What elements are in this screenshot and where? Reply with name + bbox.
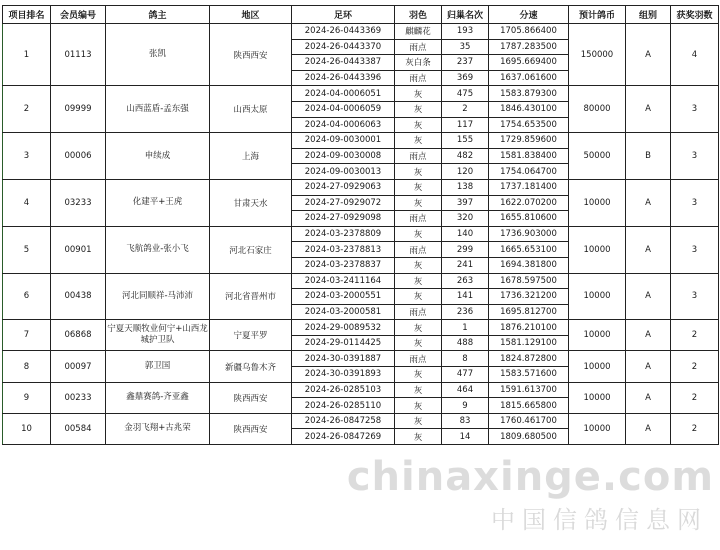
ring-cell: 2024-03-2378813 [292, 242, 395, 258]
rank-cell: 2 [3, 86, 51, 133]
group-cell: A [626, 24, 671, 86]
table-row [3, 86, 719, 102]
group-cell: A [626, 86, 671, 133]
member-id-cell: 09999 [51, 86, 106, 133]
rank-cell: 8 [3, 351, 51, 382]
column-header: 项目排名 [3, 6, 51, 24]
region-cell: 河北石家庄 [210, 226, 292, 273]
feather-color-cell: 灰 [395, 179, 442, 195]
owner-cell: 申续成 [106, 133, 210, 180]
feather-color-cell: 雨点 [395, 211, 442, 227]
speed-cell: 1665.653100 [489, 242, 569, 258]
table-row [3, 273, 719, 289]
return-place-cell: 237 [442, 55, 489, 71]
group-cell: B [626, 133, 671, 180]
award-count-cell: 3 [671, 179, 719, 226]
region-cell: 新疆乌鲁木齐 [210, 351, 292, 382]
feather-color-cell: 麒麟花 [395, 24, 442, 40]
return-place-cell: 241 [442, 257, 489, 273]
return-place-cell: 193 [442, 24, 489, 40]
ring-cell: 2024-27-0929098 [292, 211, 395, 227]
group-cell: A [626, 382, 671, 413]
rank-cell: 5 [3, 226, 51, 273]
column-header: 归巢名次 [442, 6, 489, 24]
member-id-cell: 01113 [51, 24, 106, 86]
feather-color-cell: 灰 [395, 273, 442, 289]
speed-cell: 1695.669400 [489, 55, 569, 71]
speed-cell: 1678.597500 [489, 273, 569, 289]
owner-cell: 张凯 [106, 24, 210, 86]
ring-cell: 2024-03-2378837 [292, 257, 395, 273]
member-id-cell: 00233 [51, 382, 106, 413]
return-place-cell: 14 [442, 429, 489, 445]
feather-color-cell: 雨点 [395, 70, 442, 86]
owner-cell: 鑫鼎赛鸽-齐亚鑫 [106, 382, 210, 413]
region-cell: 陕西西安 [210, 24, 292, 86]
award-count-cell: 2 [671, 351, 719, 382]
speed-cell: 1637.061600 [489, 70, 569, 86]
ring-cell: 2024-26-0443396 [292, 70, 395, 86]
ring-cell: 2024-30-0391893 [292, 367, 395, 383]
region-cell: 河北省晋州市 [210, 273, 292, 320]
region-cell: 宁夏平罗 [210, 320, 292, 351]
watermark-site-name: 中国信鸽信息网 [491, 506, 708, 534]
return-place-cell: 263 [442, 273, 489, 289]
region-cell: 陕西西安 [210, 382, 292, 413]
award-count-cell: 3 [671, 226, 719, 273]
column-header: 获奖羽数 [671, 6, 719, 24]
member-id-cell: 00006 [51, 133, 106, 180]
ring-cell: 2024-04-0006051 [292, 86, 395, 102]
expected-coins-cell: 10000 [569, 351, 626, 382]
return-place-cell: 120 [442, 164, 489, 180]
feather-color-cell: 雨点 [395, 304, 442, 320]
award-count-cell: 4 [671, 24, 719, 86]
ring-cell: 2024-30-0391887 [292, 351, 395, 367]
feather-color-cell: 灰 [395, 413, 442, 429]
return-place-cell: 83 [442, 413, 489, 429]
rank-cell: 3 [3, 133, 51, 180]
group-cell: A [626, 226, 671, 273]
speed-cell: 1581.838400 [489, 148, 569, 164]
speed-cell: 1655.810600 [489, 211, 569, 227]
speed-cell: 1705.866400 [489, 24, 569, 40]
column-header: 会员编号 [51, 6, 106, 24]
owner-cell: 河北同顺祥-马沛沛 [106, 273, 210, 320]
column-header: 足环 [292, 6, 395, 24]
ring-cell: 2024-03-2000551 [292, 289, 395, 305]
region-cell: 甘肃天水 [210, 179, 292, 226]
ring-cell: 2024-26-0285103 [292, 382, 395, 398]
speed-cell: 1824.872800 [489, 351, 569, 367]
return-place-cell: 2 [442, 101, 489, 117]
feather-color-cell: 灰 [395, 289, 442, 305]
table-row [3, 351, 719, 367]
return-place-cell: 141 [442, 289, 489, 305]
feather-color-cell: 灰白条 [395, 55, 442, 71]
entry-group [3, 179, 719, 226]
return-place-cell: 477 [442, 367, 489, 383]
award-count-cell: 3 [671, 86, 719, 133]
ring-cell: 2024-09-0030008 [292, 148, 395, 164]
entry-group [3, 382, 719, 413]
column-header: 羽色 [395, 6, 442, 24]
speed-cell: 1809.680500 [489, 429, 569, 445]
column-header: 分速 [489, 6, 569, 24]
ring-cell: 2024-27-0929063 [292, 179, 395, 195]
return-place-cell: 35 [442, 39, 489, 55]
feather-color-cell: 灰 [395, 101, 442, 117]
entry-group [3, 413, 719, 444]
owner-cell: 金羽飞翔+古兆荣 [106, 413, 210, 444]
group-cell: A [626, 351, 671, 382]
return-place-cell: 117 [442, 117, 489, 133]
table-row [3, 133, 719, 149]
return-place-cell: 488 [442, 335, 489, 351]
expected-coins-cell: 10000 [569, 273, 626, 320]
award-count-cell: 3 [671, 133, 719, 180]
ring-cell: 2024-26-0443369 [292, 24, 395, 40]
owner-cell: 山西蓝盾-孟东强 [106, 86, 210, 133]
group-cell: A [626, 179, 671, 226]
speed-cell: 1583.879300 [489, 86, 569, 102]
owner-cell: 化建平+王虎 [106, 179, 210, 226]
group-cell: A [626, 413, 671, 444]
return-place-cell: 397 [442, 195, 489, 211]
rank-cell: 1 [3, 24, 51, 86]
return-place-cell: 140 [442, 226, 489, 242]
award-count-cell: 2 [671, 320, 719, 351]
column-header: 组别 [626, 6, 671, 24]
speed-cell: 1736.321200 [489, 289, 569, 305]
expected-coins-cell: 10000 [569, 320, 626, 351]
group-cell: A [626, 320, 671, 351]
return-place-cell: 138 [442, 179, 489, 195]
rank-cell: 9 [3, 382, 51, 413]
column-header: 预计鸽币 [569, 6, 626, 24]
column-header: 地区 [210, 6, 292, 24]
entry-group [3, 273, 719, 320]
speed-cell: 1736.903000 [489, 226, 569, 242]
ring-cell: 2024-09-0030013 [292, 164, 395, 180]
entry-group [3, 226, 719, 273]
return-place-cell: 155 [442, 133, 489, 149]
ring-cell: 2024-27-0929072 [292, 195, 395, 211]
feather-color-cell: 灰 [395, 367, 442, 383]
feather-color-cell: 灰 [395, 335, 442, 351]
owner-cell: 郭卫国 [106, 351, 210, 382]
rank-cell: 10 [3, 413, 51, 444]
return-place-cell: 475 [442, 86, 489, 102]
results-table [2, 5, 719, 445]
entry-group [3, 24, 719, 86]
table-row [3, 413, 719, 429]
ring-cell: 2024-09-0030001 [292, 133, 395, 149]
ring-cell: 2024-03-2000581 [292, 304, 395, 320]
ring-cell: 2024-29-0114425 [292, 335, 395, 351]
ring-cell: 2024-03-2411164 [292, 273, 395, 289]
return-place-cell: 320 [442, 211, 489, 227]
feather-color-cell: 雨点 [395, 148, 442, 164]
return-place-cell: 369 [442, 70, 489, 86]
member-id-cell: 00584 [51, 413, 106, 444]
expected-coins-cell: 10000 [569, 413, 626, 444]
feather-color-cell: 雨点 [395, 39, 442, 55]
speed-cell: 1694.381800 [489, 257, 569, 273]
ring-cell: 2024-26-0847269 [292, 429, 395, 445]
feather-color-cell: 灰 [395, 86, 442, 102]
feather-color-cell: 灰 [395, 398, 442, 414]
member-id-cell: 03233 [51, 179, 106, 226]
return-place-cell: 8 [442, 351, 489, 367]
return-place-cell: 236 [442, 304, 489, 320]
column-header: 鸽主 [106, 6, 210, 24]
return-place-cell: 464 [442, 382, 489, 398]
speed-cell: 1876.210100 [489, 320, 569, 336]
ring-cell: 2024-26-0285110 [292, 398, 395, 414]
speed-cell: 1581.129100 [489, 335, 569, 351]
feather-color-cell: 灰 [395, 133, 442, 149]
return-place-cell: 299 [442, 242, 489, 258]
rank-cell: 4 [3, 179, 51, 226]
return-place-cell: 9 [442, 398, 489, 414]
feather-color-cell: 雨点 [395, 242, 442, 258]
ring-cell: 2024-26-0847258 [292, 413, 395, 429]
speed-cell: 1815.665800 [489, 398, 569, 414]
group-cell: A [626, 273, 671, 320]
rank-cell: 7 [3, 320, 51, 351]
entry-group [3, 351, 719, 382]
feather-color-cell: 灰 [395, 382, 442, 398]
owner-cell: 飞航鸽业-张小飞 [106, 226, 210, 273]
expected-coins-cell: 80000 [569, 86, 626, 133]
table-row [3, 320, 719, 336]
ring-cell: 2024-04-0006063 [292, 117, 395, 133]
table-row [3, 179, 719, 195]
region-cell: 上海 [210, 133, 292, 180]
feather-color-cell: 灰 [395, 257, 442, 273]
region-cell: 陕西西安 [210, 413, 292, 444]
speed-cell: 1737.181400 [489, 179, 569, 195]
table-row [3, 24, 719, 40]
speed-cell: 1754.064700 [489, 164, 569, 180]
feather-color-cell: 灰 [395, 320, 442, 336]
speed-cell: 1754.653500 [489, 117, 569, 133]
return-place-cell: 1 [442, 320, 489, 336]
table-row [3, 382, 719, 398]
watermark-domain: chinaxinge.com [346, 454, 714, 500]
ring-cell: 2024-26-0443387 [292, 55, 395, 71]
feather-color-cell: 灰 [395, 195, 442, 211]
speed-cell: 1622.070200 [489, 195, 569, 211]
speed-cell: 1695.812700 [489, 304, 569, 320]
ring-cell: 2024-04-0006059 [292, 101, 395, 117]
feather-color-cell: 灰 [395, 117, 442, 133]
entry-group [3, 133, 719, 180]
ring-cell: 2024-29-0089532 [292, 320, 395, 336]
expected-coins-cell: 10000 [569, 179, 626, 226]
header-row [3, 6, 719, 24]
feather-color-cell: 灰 [395, 429, 442, 445]
return-place-cell: 482 [442, 148, 489, 164]
expected-coins-cell: 10000 [569, 382, 626, 413]
feather-color-cell: 灰 [395, 226, 442, 242]
speed-cell: 1729.859600 [489, 133, 569, 149]
ring-cell: 2024-26-0443370 [292, 39, 395, 55]
award-count-cell: 2 [671, 413, 719, 444]
award-count-cell: 3 [671, 273, 719, 320]
expected-coins-cell: 150000 [569, 24, 626, 86]
table-row [3, 226, 719, 242]
member-id-cell: 00901 [51, 226, 106, 273]
member-id-cell: 00097 [51, 351, 106, 382]
member-id-cell: 00438 [51, 273, 106, 320]
entry-group [3, 320, 719, 351]
expected-coins-cell: 50000 [569, 133, 626, 180]
owner-cell: 宁夏天顺牧业何宁+山西龙城护卫队 [106, 320, 210, 351]
award-count-cell: 2 [671, 382, 719, 413]
speed-cell: 1760.461700 [489, 413, 569, 429]
ring-cell: 2024-03-2378809 [292, 226, 395, 242]
feather-color-cell: 灰 [395, 164, 442, 180]
rank-cell: 6 [3, 273, 51, 320]
region-cell: 山西太原 [210, 86, 292, 133]
speed-cell: 1787.283500 [489, 39, 569, 55]
expected-coins-cell: 10000 [569, 226, 626, 273]
entry-group [3, 86, 719, 133]
speed-cell: 1583.571600 [489, 367, 569, 383]
feather-color-cell: 雨点 [395, 351, 442, 367]
speed-cell: 1591.613700 [489, 382, 569, 398]
speed-cell: 1846.430100 [489, 101, 569, 117]
member-id-cell: 06868 [51, 320, 106, 351]
